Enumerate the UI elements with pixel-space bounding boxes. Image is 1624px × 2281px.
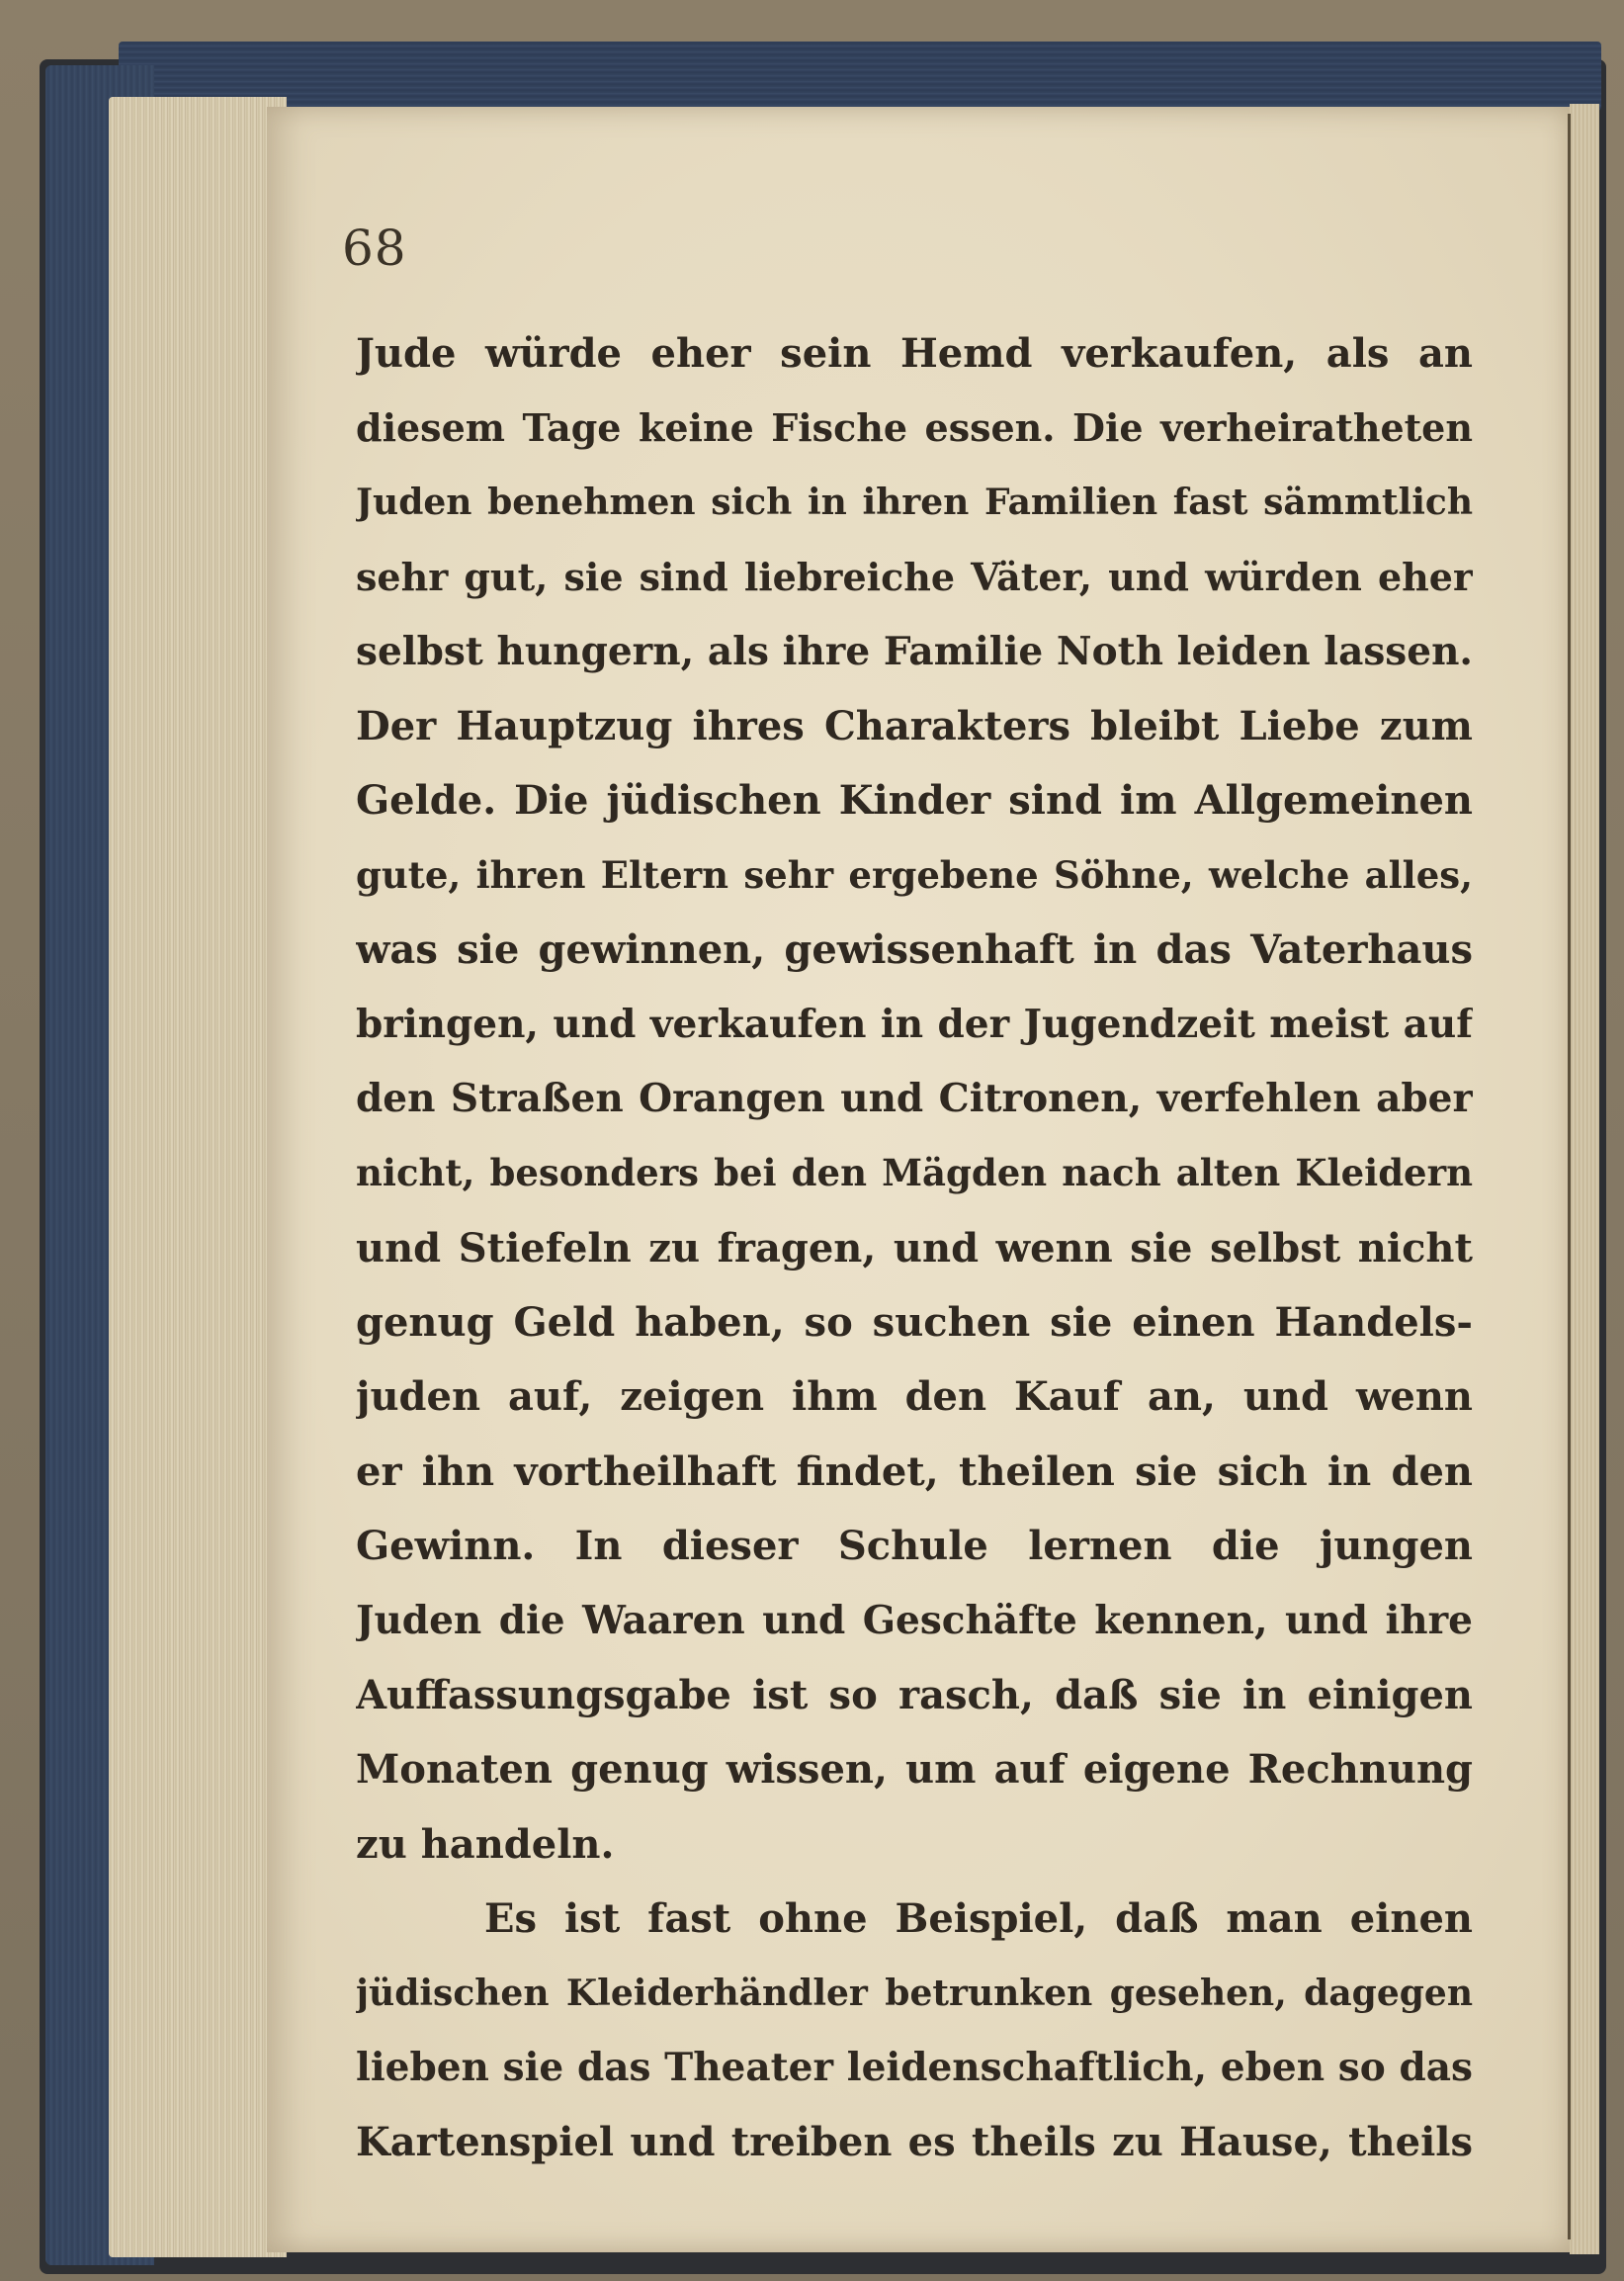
text-line: selbst hungern, als ihre Familie Noth leiden lassen.	[356, 628, 1473, 674]
page-edges-right	[1570, 104, 1599, 2254]
book-cover-top-edge	[119, 42, 1601, 111]
text-line: den Straßen Orangen und Citronen, verfehlen aber	[356, 1075, 1473, 1121]
text-line: Kartenspiel und treiben es theils zu Hause, theils	[356, 2119, 1473, 2166]
text-line: Auffassungsgabe ist so rasch, daß sie in einigen	[356, 1672, 1473, 1719]
text-line: Es ist fast ohne Beispiel, daß man einen	[484, 1895, 1473, 1943]
text-line: Monaten genug wissen, um auf eigene Rechnung	[356, 1746, 1473, 1794]
book-gutter	[1568, 114, 1571, 2239]
text-line: Der Hauptzug ihres Charakters bleibt Liebe zum	[356, 702, 1473, 749]
page-edges-left	[109, 97, 287, 2257]
text-line: Juden benehmen sich in ihren Familien fast sämmtlich	[356, 481, 1473, 523]
text-line: zu handeln.	[356, 1820, 615, 1868]
text-line: diesem Tage keine Fische essen. Die verheiratheten	[356, 405, 1473, 451]
text-line: genug Geld haben, so suchen sie einen Handels-	[356, 1299, 1473, 1347]
text-line: lieben sie das Theater leidenschaftlich, eben so das	[356, 2044, 1473, 2090]
text-line: nicht, besonders bei den Mägden nach alten Kleidern	[356, 1151, 1473, 1195]
body-text	[356, 316, 1473, 2180]
text-line: Gewinn. In dieser Schule lernen die jungen	[356, 1523, 1473, 1570]
text-line: was sie gewinnen, gewissenhaft in das Vaterhaus	[356, 926, 1473, 974]
text-line: sehr gut, sie sind liebreiche Väter, und würden eher	[356, 555, 1473, 600]
text-line: jüdischen Kleiderhändler betrunken gesehen, dagegen	[356, 1972, 1473, 2014]
text-line: und Stiefeln zu fragen, und wenn sie selbst nicht	[356, 1224, 1473, 1272]
text-line: Gelde. Die jüdischen Kinder sind im Allgemeinen	[356, 777, 1473, 825]
page-number: 68	[342, 219, 407, 277]
text-line: Juden die Waaren und Geschäfte kennen, und ihre	[356, 1597, 1473, 1643]
text-line: Jude würde eher sein Hemd verkaufen, als an	[356, 330, 1473, 377]
text-line: bringen, und verkaufen in der Jugendzeit meist auf	[356, 1001, 1473, 1047]
text-line: gute, ihren Eltern sehr ergebene Söhne, welche alles,	[356, 852, 1473, 897]
text-line: juden auf, zeigen ihm den Kauf an, und wenn	[356, 1373, 1473, 1421]
text-line: er ihn vortheilhaft findet, theilen sie sich in den	[356, 1448, 1473, 1495]
